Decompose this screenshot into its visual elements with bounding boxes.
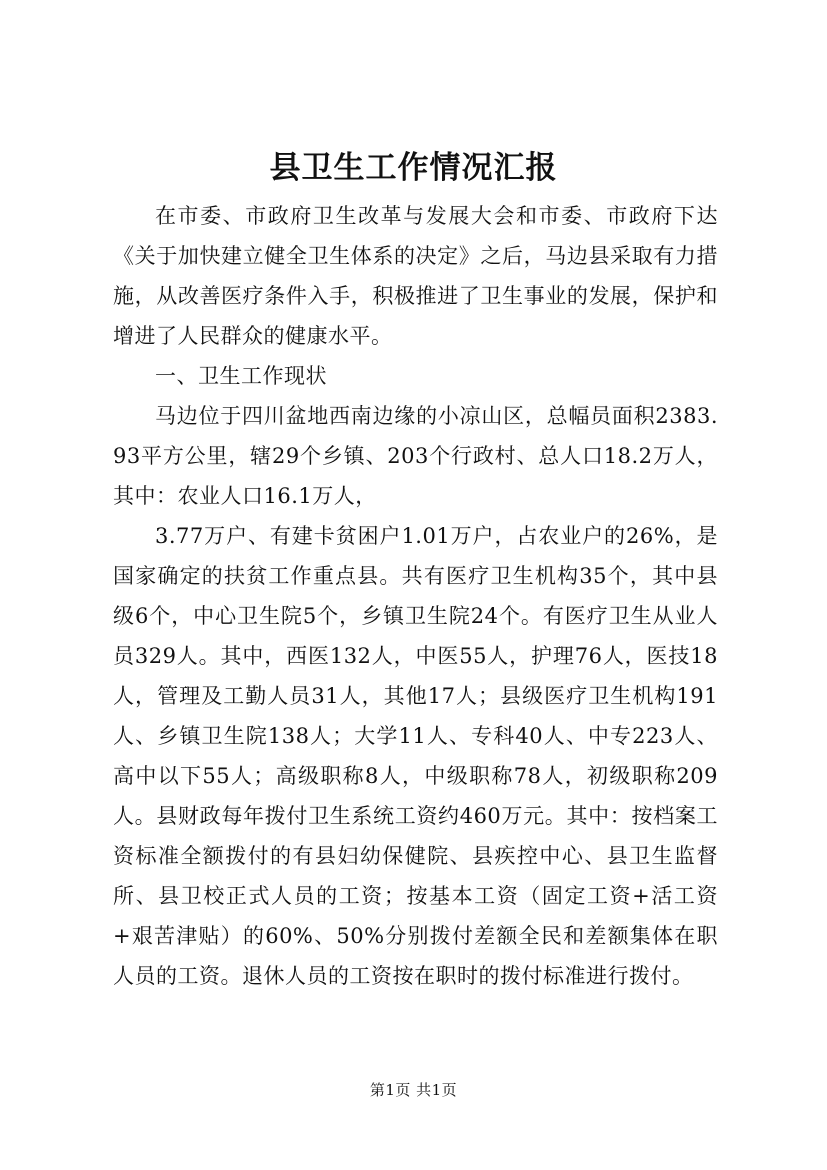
document-body — [113, 196, 718, 996]
paragraph-statistics: 3.77万户、有建卡贫困户1.01万户，占农业户的26%，是国家确定的扶贫工作重点县。共有医疗卫生机构35个，其中县级6个，中心卫生院5个，乡镇卫生院24个。有医疗卫生从业人员329人。其中，西医132人，中医55人，护理76人，医技18人，管理及工勤人员31人，其他17人；县级医疗卫生机构191人、乡镇卫生院138人；大学11人、专科40人、中专223人、高中以下55人；高级职称8人，中级职称78人，初级职称209人。县财政每年拨付卫生系统工资约460万元。其中：按档案工资标准全额拨付的有县妇幼保健院、县疾控中心、县卫生监督所、县卫校正式人员的工资；按基本工资（固定工资+活工资+艰苦津贴）的60%、50%分别拨付差额全民和差额集体在职人员的工资。退休人员的工资按在职时的拨付标准进行拨付。 — [113, 524, 718, 988]
paragraph-location: 马边位于四川盆地西南边缘的小凉山区，总幅员面积2383.93平方公里，辖29个乡镇、203个行政村、总人口18.2万人，其中：农业人口16.1万人， — [113, 404, 718, 508]
section-heading: 一、卫生工作现状 — [155, 364, 327, 388]
document-title: 县卫生工作情况汇报 — [269, 150, 558, 186]
paragraph-intro: 在市委、市政府卫生改革与发展大会和市委、市政府下达《关于加快建立健全卫生体系的决定》之后，马边县采取有力措施，从改善医疗条件入手，积极推进了卫生事业的发展，保护和增进了人民群众的健康水平。 — [113, 204, 718, 348]
page-footer: 第1页 共1页 — [369, 1081, 458, 1099]
